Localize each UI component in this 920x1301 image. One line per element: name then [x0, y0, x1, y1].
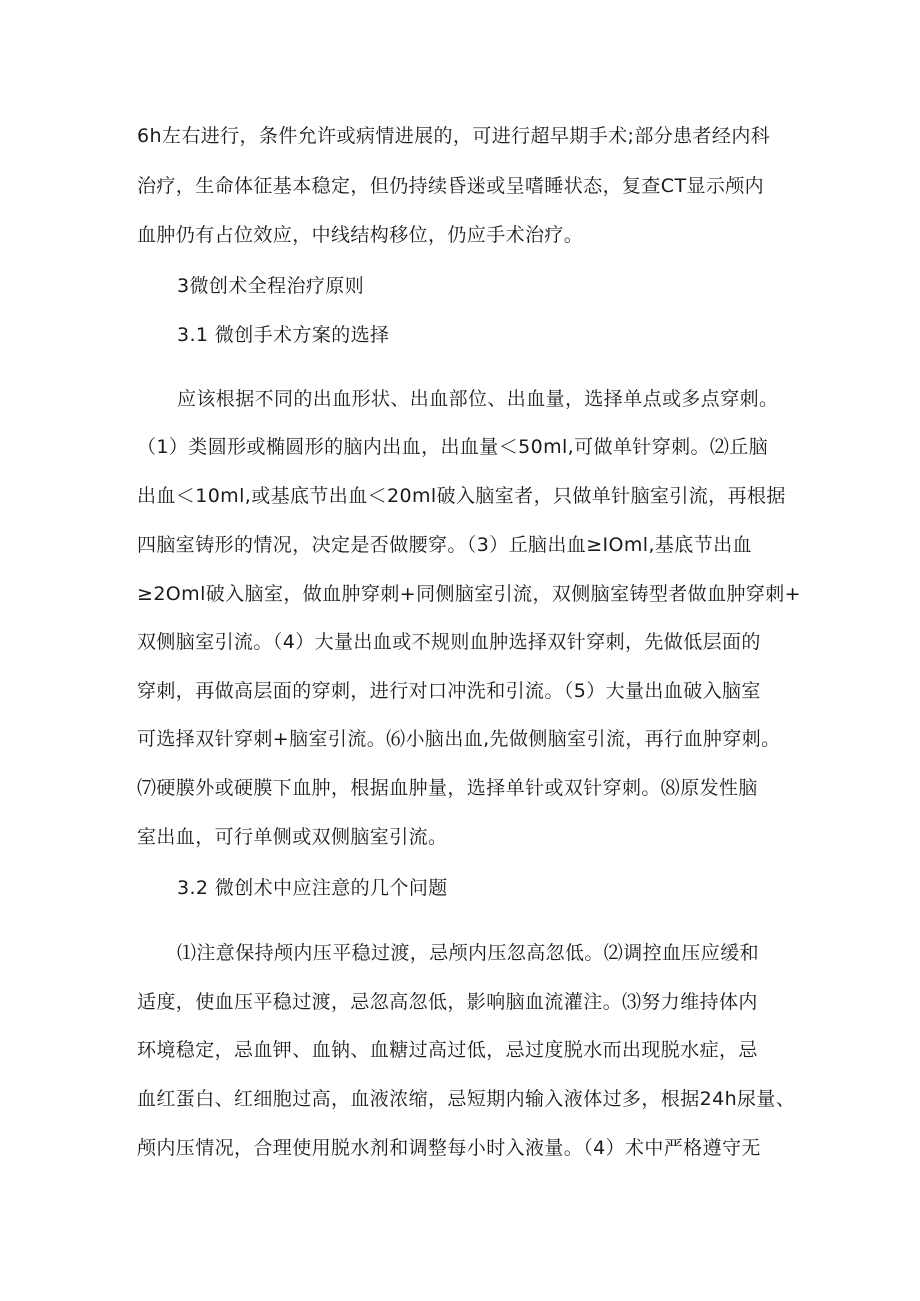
- paragraph-line: 环境稳定，忌血钾、血钠、血糖过高过低，忌过度脱水而出现脱水症，忌: [137, 1039, 758, 1061]
- subsection-heading: 3.1 微创手术方案的选择: [177, 324, 390, 346]
- subsection-heading: 3.2 微创术中应注意的几个问题: [177, 877, 448, 899]
- paragraph-line: 应该根据不同的出血形状、出血部位、出血量，选择单点或多点穿刺。: [177, 388, 779, 410]
- paragraph-line: ⑴注意保持颅内压平稳过渡，忌颅内压忽高忽低。⑵调控血压应缓和: [177, 942, 760, 964]
- paragraph-line: ≥2Oml破入脑室，做血肿穿刺+同侧脑室引流，双侧脑室铸型者做血肿穿刺+: [137, 583, 801, 605]
- paragraph-line: ⑺硬膜外或硬膜下血肿，根据血肿量，选择单针或双针穿刺。⑻原发性脑: [137, 777, 758, 799]
- section-heading: 3微创术全程治疗原则: [177, 275, 365, 297]
- paragraph-line: 可选择双针穿刺+脑室引流。⑹小脑出血,先做侧脑室引流，再行血肿穿刺。: [137, 728, 781, 750]
- paragraph-line: 颅内压情况，合理使用脱水剂和调整每小时入液量。（4）术中严格遵守无: [137, 1137, 761, 1159]
- paragraph-line: 治疗，生命体征基本稳定，但仍持续昏迷或呈嗜睡状态，复查CT显示颅内: [137, 175, 765, 197]
- paragraph-line: 四脑室铸形的情况，决定是否做腰穿。（3）丘脑出血≥IOml,基底节出血: [137, 534, 752, 556]
- paragraph-line: 6h左右进行，条件允许或病情进展的，可进行超早期手术;部分患者经内科: [137, 125, 771, 147]
- paragraph-line: 室出血，可行单侧或双侧脑室引流。: [137, 826, 448, 848]
- paragraph-line: 血红蛋白、红细胞过高，血液浓缩，忌短期内输入液体过多，根据24h尿量、: [137, 1088, 796, 1110]
- paragraph-line: 适度，使血压平稳过渡，忌忽高忽低，影响脑血流灌注。⑶努力维持体内: [137, 991, 758, 1013]
- paragraph-line: 血肿仍有占位效应，中线结构移位，仍应手术治疗。: [137, 224, 584, 246]
- paragraph-line: 穿刺，再做高层面的穿刺，进行对口冲洗和引流。（5）大量出血破入脑室: [137, 680, 761, 702]
- paragraph-line: 出血＜10ml,或基底节出血＜20ml破入脑室者，只做单针脑室引流，再根据: [137, 485, 786, 507]
- paragraph-line: 双侧脑室引流。（4）大量出血或不规则血肿选择双针穿刺，先做低层面的: [137, 631, 761, 653]
- paragraph-line: （1）类圆形或椭圆形的脑内出血，出血量＜50ml,可做单针穿刺。⑵丘脑: [137, 436, 769, 458]
